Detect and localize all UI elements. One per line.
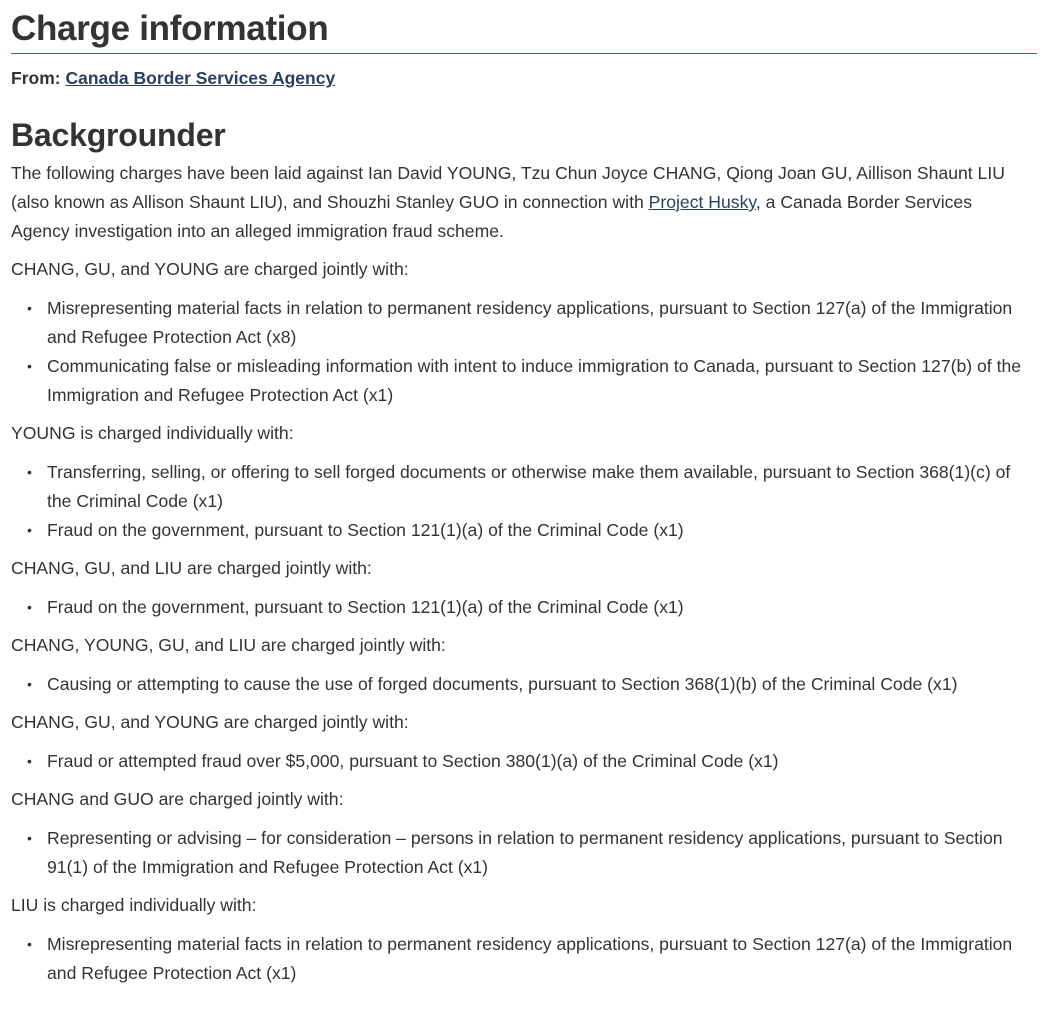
title-divider [11,53,1037,54]
charge-group-heading: CHANG, GU, and LIU are charged jointly with: [11,558,372,578]
charge-text: Misrepresenting material facts in relation to permanent residency applications, pursuant to Section 127(a) of the Immigration and Refugee Protection Act (x1) [47,934,1013,983]
charge-text: Communicating false or misleading information with intent to induce immigration to Canada, pursuant to Section 127(b) of the Immigration and Refugee Protection Act (x1) [47,356,1022,405]
charge-text: Representing or advising – for consideration – persons in relation to permanent residency applications, pursuant to Section 91(1) of the Immigration and Refugee Protection Act (x1) [47,828,1003,877]
charge-group-heading: CHANG and GUO are charged jointly with: [11,789,344,809]
charge-list [11,458,1033,545]
charge-item [27,458,1033,516]
charge-text: Fraud on the government, pursuant to Section 121(1)(a) of the Criminal Code (x1) [47,520,684,540]
charge-group-heading: LIU is charged individually with: [11,895,257,915]
bullet-icon: • [27,300,32,316]
bullet-icon: • [27,464,32,480]
bullet-icon: • [27,599,32,615]
page-title: Charge information [11,9,329,48]
from-label: From: [11,68,66,88]
charge-list [11,593,1033,622]
from-line [11,67,1033,89]
charge-item [27,670,1033,699]
bullet-icon: • [27,753,32,769]
charge-group-heading: CHANG, YOUNG, GU, and LIU are charged jointly with: [11,635,446,655]
charge-text: Transferring, selling, or offering to sell forged documents or otherwise make them available, pursuant to Section 368(1)(c) of the Criminal Code (x1) [47,462,1011,511]
bullet-icon: • [27,522,32,538]
charge-groups [11,255,1033,988]
charge-text: Fraud or attempted fraud over $5,000, pursuant to Section 380(1)(a) of the Criminal Code (x1) [47,751,779,771]
charge-list [11,824,1033,882]
charge-list [11,930,1033,988]
bullet-icon: • [27,676,32,692]
section-title: Backgrounder [11,117,226,153]
bullet-icon: • [27,830,32,846]
project-husky-link[interactable]: Project Husky [648,192,756,212]
charge-item [27,516,1033,545]
charge-item [27,824,1033,882]
charge-text: Misrepresenting material facts in relation to permanent residency applications, pursuant to Section 127(a) of the Immigration and Refugee Protection Act (x8) [47,298,1013,347]
charge-item [27,747,1033,776]
charge-text: Fraud on the government, pursuant to Section 121(1)(a) of the Criminal Code (x1) [47,597,684,617]
charge-item [27,930,1033,988]
charge-list [11,747,1033,776]
bullet-icon: • [27,936,32,952]
charge-group-heading: YOUNG is charged individually with: [11,423,294,443]
charge-item [27,352,1033,410]
bullet-icon: • [27,358,32,374]
charge-group-heading: CHANG, GU, and YOUNG are charged jointly with: [11,259,409,279]
charge-item [27,294,1033,352]
agency-link[interactable]: Canada Border Services Agency [65,68,336,88]
intro-text-before: The following charges have been laid against Ian David YOUNG, Tzu Chun Joyce CHANG, Qiong Joan GU, Aillison Shaunt LIU (also known as Allison Shaunt LIU), and Shouzhi Stanley GUO in connection with [11,163,1005,212]
charge-list [11,670,1033,699]
charge-item [27,593,1033,622]
charge-group-heading: CHANG, GU, and YOUNG are charged jointly with: [11,712,409,732]
intro-paragraph [11,159,1033,246]
intro-text-after: , a Canada Border Services Agency investigation into an alleged immigration fraud scheme. [11,192,972,241]
charge-text: Causing or attempting to cause the use of forged documents, pursuant to Section 368(1)(b) of the Criminal Code (x1) [47,674,958,694]
charge-list [11,294,1033,410]
